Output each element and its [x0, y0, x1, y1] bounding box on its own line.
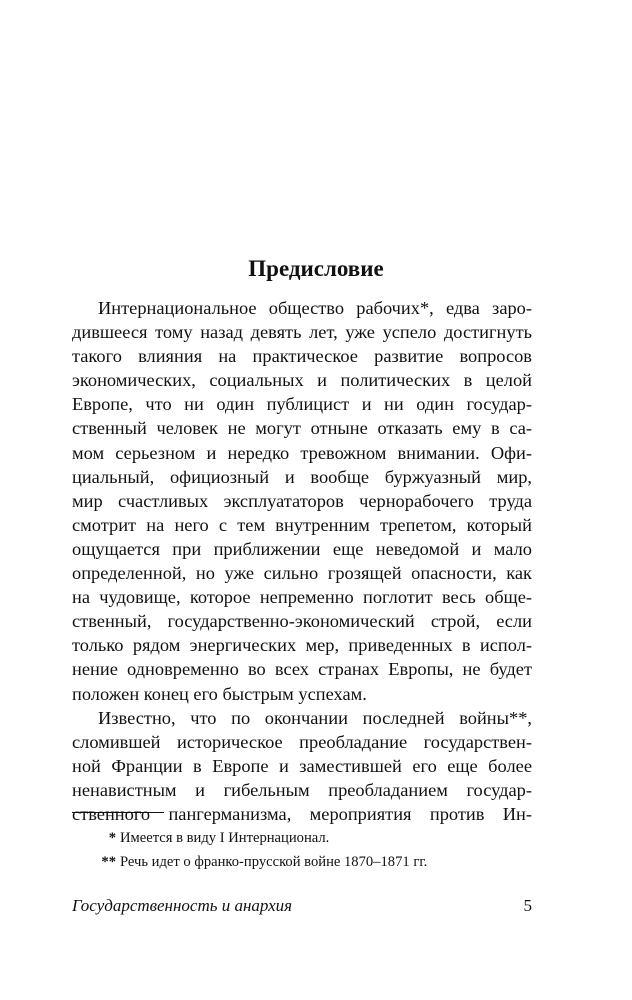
page-number: 5: [523, 896, 532, 915]
text-line: Европе, что ни один публицист и ни один государ-: [72, 394, 532, 415]
text-line: положен конец его быстрым успехам.: [72, 683, 367, 704]
text-line: такого влияния на практическое развитие вопросов: [72, 346, 532, 367]
chapter-heading: Предисловие: [248, 256, 384, 281]
text-line: на чудовище, которое непременно поглотит весь обще-: [72, 587, 532, 608]
footnote: [72, 850, 532, 874]
text-line: определенной, но уже сильно грозящей опасности, как: [72, 563, 532, 584]
text-line: Известно, что по окончании последней войны**,: [98, 707, 532, 728]
running-title: Государственность и анархия: [72, 896, 293, 915]
text-line: дившееся тому назад девять лет, уже успело достигнуть: [72, 322, 532, 343]
text-line: мом серьезном и нередко тревожном внимании. Офи-: [72, 442, 532, 463]
footnote-mark: **: [101, 854, 116, 870]
footnote-text: Имеется в виду I Интернационал.: [120, 830, 330, 846]
text-line: ощущается при приближении еще неведомой и мало: [72, 538, 532, 559]
text-line: нение одновременно во всех странах Европы, не будет: [72, 659, 532, 680]
text-line: ственного пангерманизма, мероприятия против Ин-: [72, 803, 532, 824]
text-line: ной Франции в Европе и заместившей его еще более: [72, 755, 532, 776]
text-line: ственный человек не могут отныне отказать ему в са-: [72, 418, 532, 439]
text-line: только рядом энергических мер, приведенных в испол-: [72, 635, 532, 656]
body-text: [72, 296, 532, 826]
text-line: мир счастливых эксплуататоров чернорабочего труда: [72, 490, 532, 511]
footnote: [72, 826, 532, 850]
footnote-mark: *: [108, 830, 116, 846]
footnote-text: Речь идет о франко-прусской войне 1870–1871 гг.: [120, 854, 428, 870]
text-line: ственный, государственно-экономический строй, если: [72, 611, 532, 632]
text-line: циальный, официозный и вообще буржуазный мир,: [72, 466, 532, 487]
text-line: экономических, социальных и политических в целой: [72, 370, 532, 391]
text-line: смотрит на него с тем внутренним трепетом, который: [72, 514, 532, 535]
footnotes: [72, 826, 532, 874]
footnote-separator: [72, 812, 164, 813]
text-line: ненавистным и гибельным преобладанием государ-: [72, 779, 532, 800]
text-line: сломившей историческое преобладание государствен-: [72, 731, 532, 752]
text-line: Интернациональное общество рабочих*, едва заро-: [98, 298, 532, 318]
